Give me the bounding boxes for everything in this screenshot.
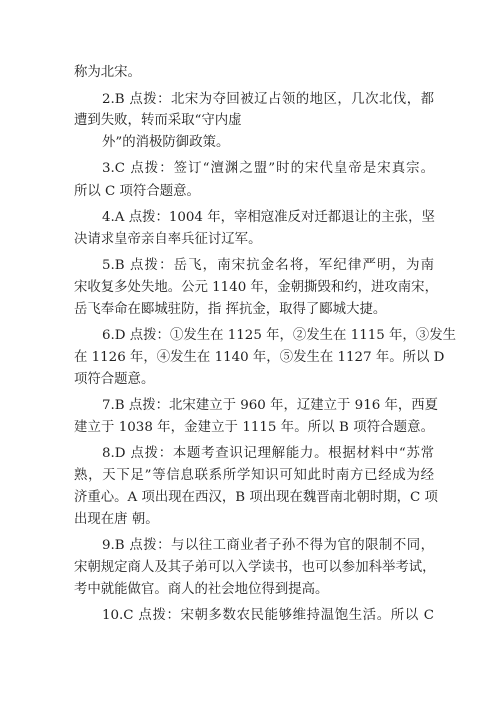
text-line: 宋收复多处失地。公元 1140 年，金朝撕毁和约，进攻南宋， (74, 280, 438, 295)
text-line: 10.C 点拨：宋朝多数农民能够维持温饱生活。所以 C (102, 608, 434, 623)
text-line: 3.C 点拨：签订“澶渊之盟”时的宋代皇帝是宋真宗。 (102, 161, 434, 176)
text-line: 4.A 点拨：1004 年，宰相寇准反对迁都退让的主张，坚 (102, 210, 435, 225)
text-line: 项符合题意。 (74, 372, 155, 387)
text-line: 8.D 点拨：本题考查识记理解能力。根据材料中“苏常 (102, 446, 434, 461)
text-line: 5.B 点拨：岳飞，南宋抗金名将，军纪律严明，为南 (102, 258, 434, 273)
text-line: 外”的消极防御政策。 (102, 135, 230, 150)
text-line: 称为北宋。 (74, 65, 141, 80)
text-line: 6.D 点拨：①发生在 1125 年，②发生在 1115 年，③发生 (102, 328, 456, 343)
text-line: 7.B 点拨：北宋建立于 960 年，辽建立于 916 年，西夏 (102, 398, 439, 413)
text-line: 宋朝规定商人及其子弟可以入学读书，也可以参加科举考试， (74, 560, 436, 575)
text-line: 2.B 点拨：北宋为夺回被辽占领的地区，几次北伐，都 (102, 92, 434, 107)
text-line: 在 1126 年，④发生在 1140 年，⑤发生在 1127 年。所以 D (74, 350, 445, 365)
text-line: 所以 C 项符合题意。 (74, 184, 200, 199)
text-line: 岳飞奉命在郾城驻防，指 挥抗金，取得了郾城大捷。 (74, 302, 387, 317)
text-line: 决请求皇帝亲自率兵征讨辽军。 (74, 232, 262, 247)
text-line: 考中就能做官。商人的社会地位得到提高。 (74, 582, 329, 597)
text-line: 熟，天下足”等信息联系所学知识可知此时南方已经成为经 (74, 468, 434, 483)
text-line: 9.B 点拨：与以往工商业者子孙不得为官的限制不同， (102, 538, 434, 553)
text-line: 遭到失败，转而采取“守内虚 (74, 113, 242, 128)
text-line: 出现在唐 朝。 (74, 512, 159, 527)
text-line: 济重心。A 项出现在西汉，B 项出现在魏晋南北朝时期，C 项 (74, 490, 438, 505)
text-line: 建立于 1038 年，金建立于 1115 年。所以 B 项符合题意。 (74, 420, 434, 435)
